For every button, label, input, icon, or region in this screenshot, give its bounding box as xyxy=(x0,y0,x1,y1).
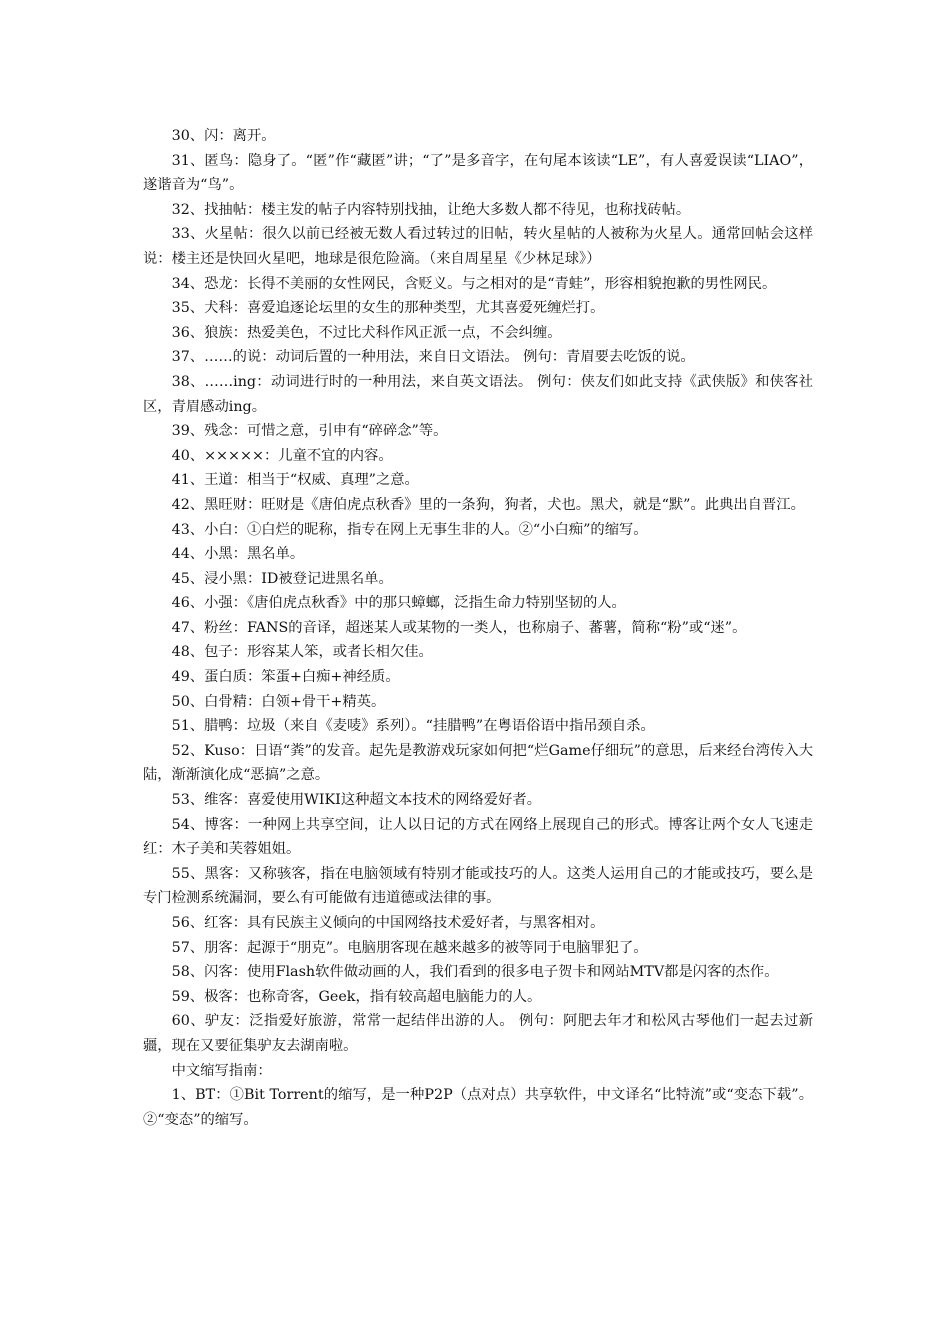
entry-49: 49、蛋白质：笨蛋+白痴+神经质。 xyxy=(171,669,400,686)
entry-44: 44、小黑：黑名单。 xyxy=(171,546,305,563)
entry-42: 42、黑旺财：旺财是《唐伯虎点秋香》里的一条狗，狗者，犬也。黑犬，就是“默”。此典出自晋江。 xyxy=(171,496,805,513)
entry-38: 38、……ing：动词进行时的一种用法，来自英文语法。 例句：侠友们如此支持《武侠版》和侠客社区，青眉感动ing。 xyxy=(143,373,813,415)
entry-33: 33、火星帖：很久以前已经被无数人看过转过的旧帖，转火星帖的人被称为火星人。通常回帖会这样说：楼主还是快回火星吧，地球是很危险滴。（来自周星星《少林足球》） xyxy=(143,226,813,267)
entry-41: 41、王道：相当于“权威、真理”之意。 xyxy=(171,472,419,489)
section-heading: 中文缩写指南： xyxy=(171,1062,272,1079)
abbrev-entry-1: 1、BT：①Bit Torrent的缩写，是一种P2P（点对点）共享软件，中文译名“比特流”或“变态下载”。②“变态”的缩写。 xyxy=(143,1087,813,1128)
entry-35: 35、犬科：喜爱追逐论坛里的女生的那种类型，尤其喜爱死缠烂打。 xyxy=(171,300,605,317)
entry-48: 48、包子：形容某人笨，或者长相欠佳。 xyxy=(171,644,433,661)
entry-37: 37、……的说：动词后置的一种用法，来自日文语法。 例句：青眉要去吃饭的说。 xyxy=(171,349,695,366)
entry-59: 59、极客：也称奇客，Geek，指有较高超电脑能力的人。 xyxy=(171,988,542,1005)
entry-50: 50、白骨精：白领+骨干+精英。 xyxy=(171,693,386,710)
entry-36: 36、狼族：热爱美色，不过比犬科作风正派一点，不会纠缠。 xyxy=(171,324,562,341)
entry-40: 40、×××××：儿童不宜的内容。 xyxy=(171,447,393,464)
entry-58: 58、闪客：使用Flash软件做动画的人，我们看到的很多电子贺卡和网站MTV都是闪客的杰作。 xyxy=(171,964,779,981)
entry-46: 46、小强：《唐伯虎点秋香》中的那只蟑螂，泛指生命力特别坚韧的人。 xyxy=(171,595,626,612)
document-page xyxy=(143,124,813,1132)
entry-54: 54、博客：一种网上共享空间，让人以日记的方式在网络上展现自己的形式。博客让两个女人飞速走红：木子美和芙蓉姐姐。 xyxy=(143,816,813,858)
entry-57: 57、朋客：起源于“朋克”。电脑朋客现在越来越多的被等同于电脑罪犯了。 xyxy=(171,939,648,956)
entry-52: 52、Kuso：日语“粪”的发音。起先是教游戏玩家如何把“烂Game仔细玩”的意思，后来经台湾传入大陆，渐渐演化成“恶搞”之意。 xyxy=(143,742,813,784)
entry-47: 47、粉丝：FANS的音译，超迷某人或某物的一类人，也称扇子、蕃薯，简称“粉”或“迷”。 xyxy=(171,619,747,636)
entry-51: 51、腊鸭：垃圾（来自《麦唛》系列）。“挂腊鸭”在粤语俗语中指吊颈自杀。 xyxy=(171,718,655,735)
entry-43: 43、小白：①白烂的昵称，指专在网上无事生非的人。②“小白痴”的缩写。 xyxy=(171,521,648,538)
entry-32: 32、找抽帖：楼主发的帖子内容特别找抽，让绝大多数人都不待见，也称找砖帖。 xyxy=(171,201,691,218)
entry-56: 56、红客：具有民族主义倾向的中国网络技术爱好者，与黑客相对。 xyxy=(171,915,605,931)
entry-31: 31、匿鸟：隐身了。“匿”作“藏匿”讲；“了”是多音字，在句尾本该读“LE”，有人喜爱误读“LIAO”，遂谐音为“鸟”。 xyxy=(143,152,813,194)
entry-53: 53、维客：喜爱使用WIKI这种超文本技术的网络爱好者。 xyxy=(171,792,541,809)
entry-45: 45、浸小黑：ID被登记进黑名单。 xyxy=(171,570,393,587)
entry-39: 39、残念：可惜之意，引申有“碎碎念”等。 xyxy=(171,423,448,440)
entry-34: 34、恐龙：长得不美丽的女性网民，含贬义。与之相对的是“青蛙”，形容相貌抱歉的男性网民。 xyxy=(171,275,777,292)
entry-60: 60、驴友：泛指爱好旅游，常常一起结伴出游的人。 例句：阿肥去年才和松风古琴他们一起去过新疆，现在又要征集驴友去湖南啦。 xyxy=(143,1013,813,1054)
entry-55: 55、黑客：又称骇客，指在电脑领域有特别才能或技巧的人。这类人运用自己的才能或技巧，要么是专门检测系统漏洞，要么有可能做有违道德或法律的事。 xyxy=(143,865,813,907)
entry-30: 30、闪：离开。 xyxy=(171,128,276,144)
